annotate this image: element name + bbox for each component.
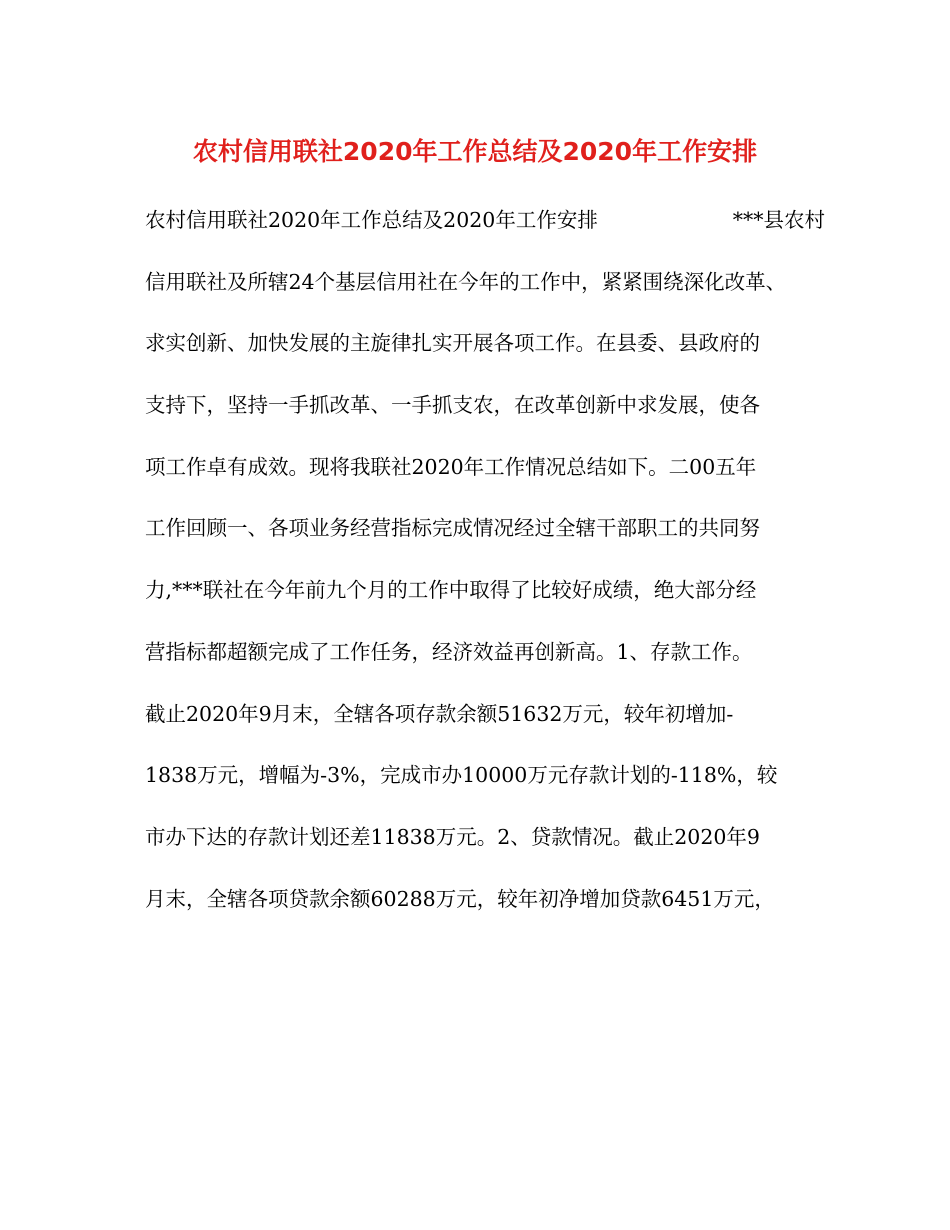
body-line-first-right: ***县农村	[732, 208, 825, 232]
body-line: 信用联社及所辖24个基层信用社在今年的工作中，紧紧围绕深化改革、	[145, 269, 787, 294]
body-line: 求实创新、加快发展的主旋律扎实开展各项工作。在县委、县政府的	[145, 331, 760, 356]
document-title: 农村信用联社2020年工作总结及2020年工作安排	[192, 137, 758, 166]
body-line: 力,***联社在今年前九个月的工作中取得了比较好成绩，绝大部分经	[145, 578, 757, 603]
body-line: 1838万元，增幅为-3%，完成市办10000万元存款计划的-118%，较	[145, 763, 778, 788]
body-line: 支持下，坚持一手抓改革、一手抓支农，在改革创新中求发展，使各	[145, 393, 760, 418]
body-line: 营指标都超额完成了工作任务，经济效益再创新高。1、存款工作。	[145, 639, 753, 664]
body-line: 月末，全辖各项贷款余额60288万元，较年初净增加贷款6451万元，	[145, 886, 775, 911]
body-line: 项工作卓有成效。现将我联社2020年工作情况总结如下。二00五年	[145, 454, 757, 479]
body-line-first	[145, 190, 825, 252]
document-body	[145, 190, 825, 930]
body-line-first-left: 农村信用联社2020年工作总结及2020年工作安排	[145, 208, 598, 232]
body-line: 截止2020年9月末，全辖各项存款余额51632万元，较年初增加-	[145, 701, 734, 726]
body-line: 工作回顾一、各项业务经营指标完成情况经过全辖干部职工的共同努	[145, 516, 760, 541]
body-line: 市办下达的存款计划还差11838万元。2、贷款情况。截止2020年9	[145, 824, 760, 849]
